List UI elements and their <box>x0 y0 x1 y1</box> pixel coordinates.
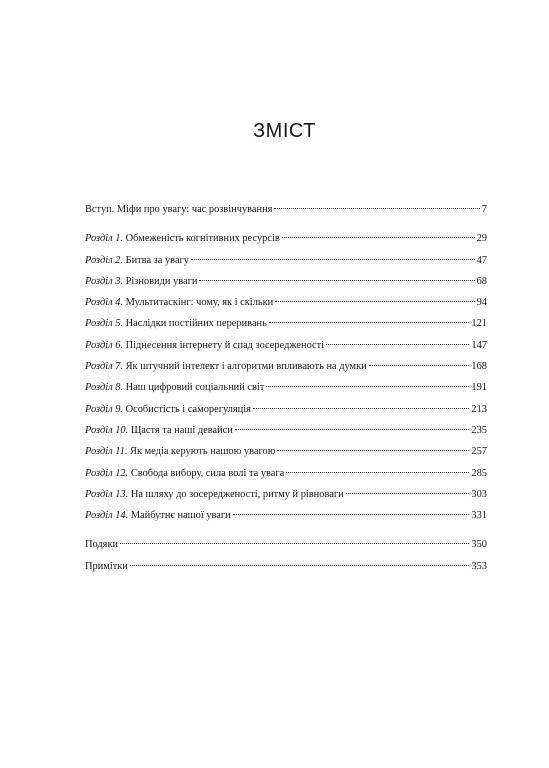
toc-entry-title <box>85 377 264 398</box>
toc-entry-title <box>85 250 189 271</box>
chapter-prefix: Розділ 1. <box>85 233 124 245</box>
toc-page-number: 168 <box>471 361 487 373</box>
dot-leader <box>277 450 469 451</box>
toc-entry-title: Подяки <box>85 539 119 551</box>
toc-entry-title <box>85 463 284 484</box>
toc-page-number: 285 <box>471 467 487 479</box>
toc-page-number: 235 <box>471 424 487 436</box>
toc-page-number: 94 <box>476 297 487 309</box>
toc-entry[interactable] <box>85 556 487 577</box>
dot-leader <box>326 344 469 345</box>
toc-page-number: 147 <box>471 339 487 351</box>
dot-leader <box>274 208 479 209</box>
dot-leader <box>130 565 470 566</box>
chapter-title: Майбутнє нашої уваги <box>128 510 231 522</box>
toc-entry[interactable] <box>85 399 487 420</box>
toc-entry-title <box>85 228 280 249</box>
toc-page-number: 7 <box>481 204 487 215</box>
chapter-title: Обмеженість когнітивних ресурсів <box>123 233 280 245</box>
chapter-title: На шляху до зосередженості, ритму й рівноваги <box>128 488 344 500</box>
chapter-prefix: Розділ 11. <box>85 446 128 458</box>
toc-page-number: 191 <box>471 382 487 394</box>
chapter-prefix: Розділ 3. <box>85 275 124 287</box>
chapter-prefix: Розділ 10. <box>85 424 129 436</box>
chapter-title: Щастя та наші девайси <box>128 424 233 436</box>
toc-entry-title <box>85 441 275 462</box>
toc-page-number: 303 <box>471 488 487 500</box>
chapter-prefix: Розділ 13. <box>85 488 129 500</box>
chapter-title: Піднесення інтернету й спад зосередженості <box>123 339 325 351</box>
toc-page-number: 350 <box>471 539 487 551</box>
chapter-prefix: Розділ 8. <box>85 382 124 394</box>
dot-leader <box>120 543 469 544</box>
toc-page-number: 47 <box>476 254 487 266</box>
toc-entry-title <box>85 313 267 334</box>
chapter-list <box>85 228 487 526</box>
dot-leader <box>275 301 474 302</box>
chapter-title: Як штучний інтелект і алгоритми впливають на думки <box>123 361 367 373</box>
dot-leader <box>199 280 474 281</box>
dot-leader <box>269 322 470 323</box>
toc-entry[interactable] <box>85 271 487 292</box>
chapter-prefix: Розділ 7. <box>85 361 124 373</box>
chapter-prefix: Розділ 4. <box>85 297 124 309</box>
chapter-prefix: Розділ 14. <box>85 510 129 522</box>
toc-entry[interactable] <box>85 441 487 462</box>
chapter-title: Свобода вибору, сила волі та увага <box>128 467 285 479</box>
toc-entry[interactable] <box>85 505 487 526</box>
table-of-contents <box>85 199 487 577</box>
dot-leader <box>369 365 470 366</box>
dot-leader <box>266 386 469 387</box>
chapter-title: Мультитаскінг: чому, як і скільки <box>123 297 274 309</box>
toc-entry-title <box>85 505 231 526</box>
dot-leader <box>191 259 475 260</box>
chapter-prefix: Розділ 5. <box>85 318 124 330</box>
toc-entry[interactable] <box>85 484 487 505</box>
toc-entry-title: Вступ. Міфи про увагу: час розвінчування <box>85 204 273 215</box>
toc-page-number: 257 <box>471 446 487 458</box>
toc-page-number: 121 <box>471 318 487 330</box>
chapter-title: Різновиди уваги <box>123 275 198 287</box>
toc-page-number: 331 <box>471 510 487 522</box>
toc-entry-title <box>85 356 367 377</box>
toc-entry[interactable] <box>85 313 487 334</box>
chapter-title: Як медіа керують нашою увагою <box>127 446 276 458</box>
toc-page-number: 29 <box>476 233 487 245</box>
chapter-title: Наш цифровий соціальний світ <box>123 382 265 394</box>
toc-entry[interactable] <box>85 377 487 398</box>
toc-entry-title <box>85 271 197 292</box>
dot-leader <box>346 493 470 494</box>
back-matter-list <box>85 534 487 577</box>
chapter-title: Наслідки постійних переривань <box>123 318 267 330</box>
chapter-prefix: Розділ 6. <box>85 339 124 351</box>
toc-entry[interactable] <box>85 534 487 555</box>
toc-entry-title <box>85 420 233 441</box>
chapter-prefix: Розділ 2. <box>85 254 124 266</box>
toc-page-number: 353 <box>471 560 487 572</box>
dot-leader <box>235 429 470 430</box>
toc-entry[interactable] <box>85 335 487 356</box>
chapter-prefix: Розділ 12. <box>85 467 129 479</box>
toc-page-number: 213 <box>471 403 487 415</box>
dot-leader <box>233 514 470 515</box>
toc-page-number: 68 <box>476 275 487 287</box>
dot-leader <box>282 237 475 238</box>
dot-leader <box>253 408 470 409</box>
toc-entry-title <box>85 335 324 356</box>
toc-entry-intro[interactable] <box>85 199 487 220</box>
toc-entry[interactable] <box>85 356 487 377</box>
toc-entry-title <box>85 292 273 313</box>
toc-entry-title <box>85 484 344 505</box>
toc-entry[interactable] <box>85 228 487 249</box>
toc-entry[interactable] <box>85 463 487 484</box>
chapter-title: Битва за увагу <box>123 254 190 266</box>
page-title: ЗМІСТ <box>253 120 316 142</box>
toc-entry[interactable] <box>85 292 487 313</box>
chapter-prefix: Розділ 9. <box>85 403 124 415</box>
toc-entry-title: Примітки <box>85 560 128 572</box>
toc-entry[interactable] <box>85 420 487 441</box>
toc-entry[interactable] <box>85 250 487 271</box>
toc-entry-title <box>85 399 251 420</box>
dot-leader <box>286 472 469 473</box>
chapter-title: Особистість і саморегуляція <box>123 403 251 415</box>
